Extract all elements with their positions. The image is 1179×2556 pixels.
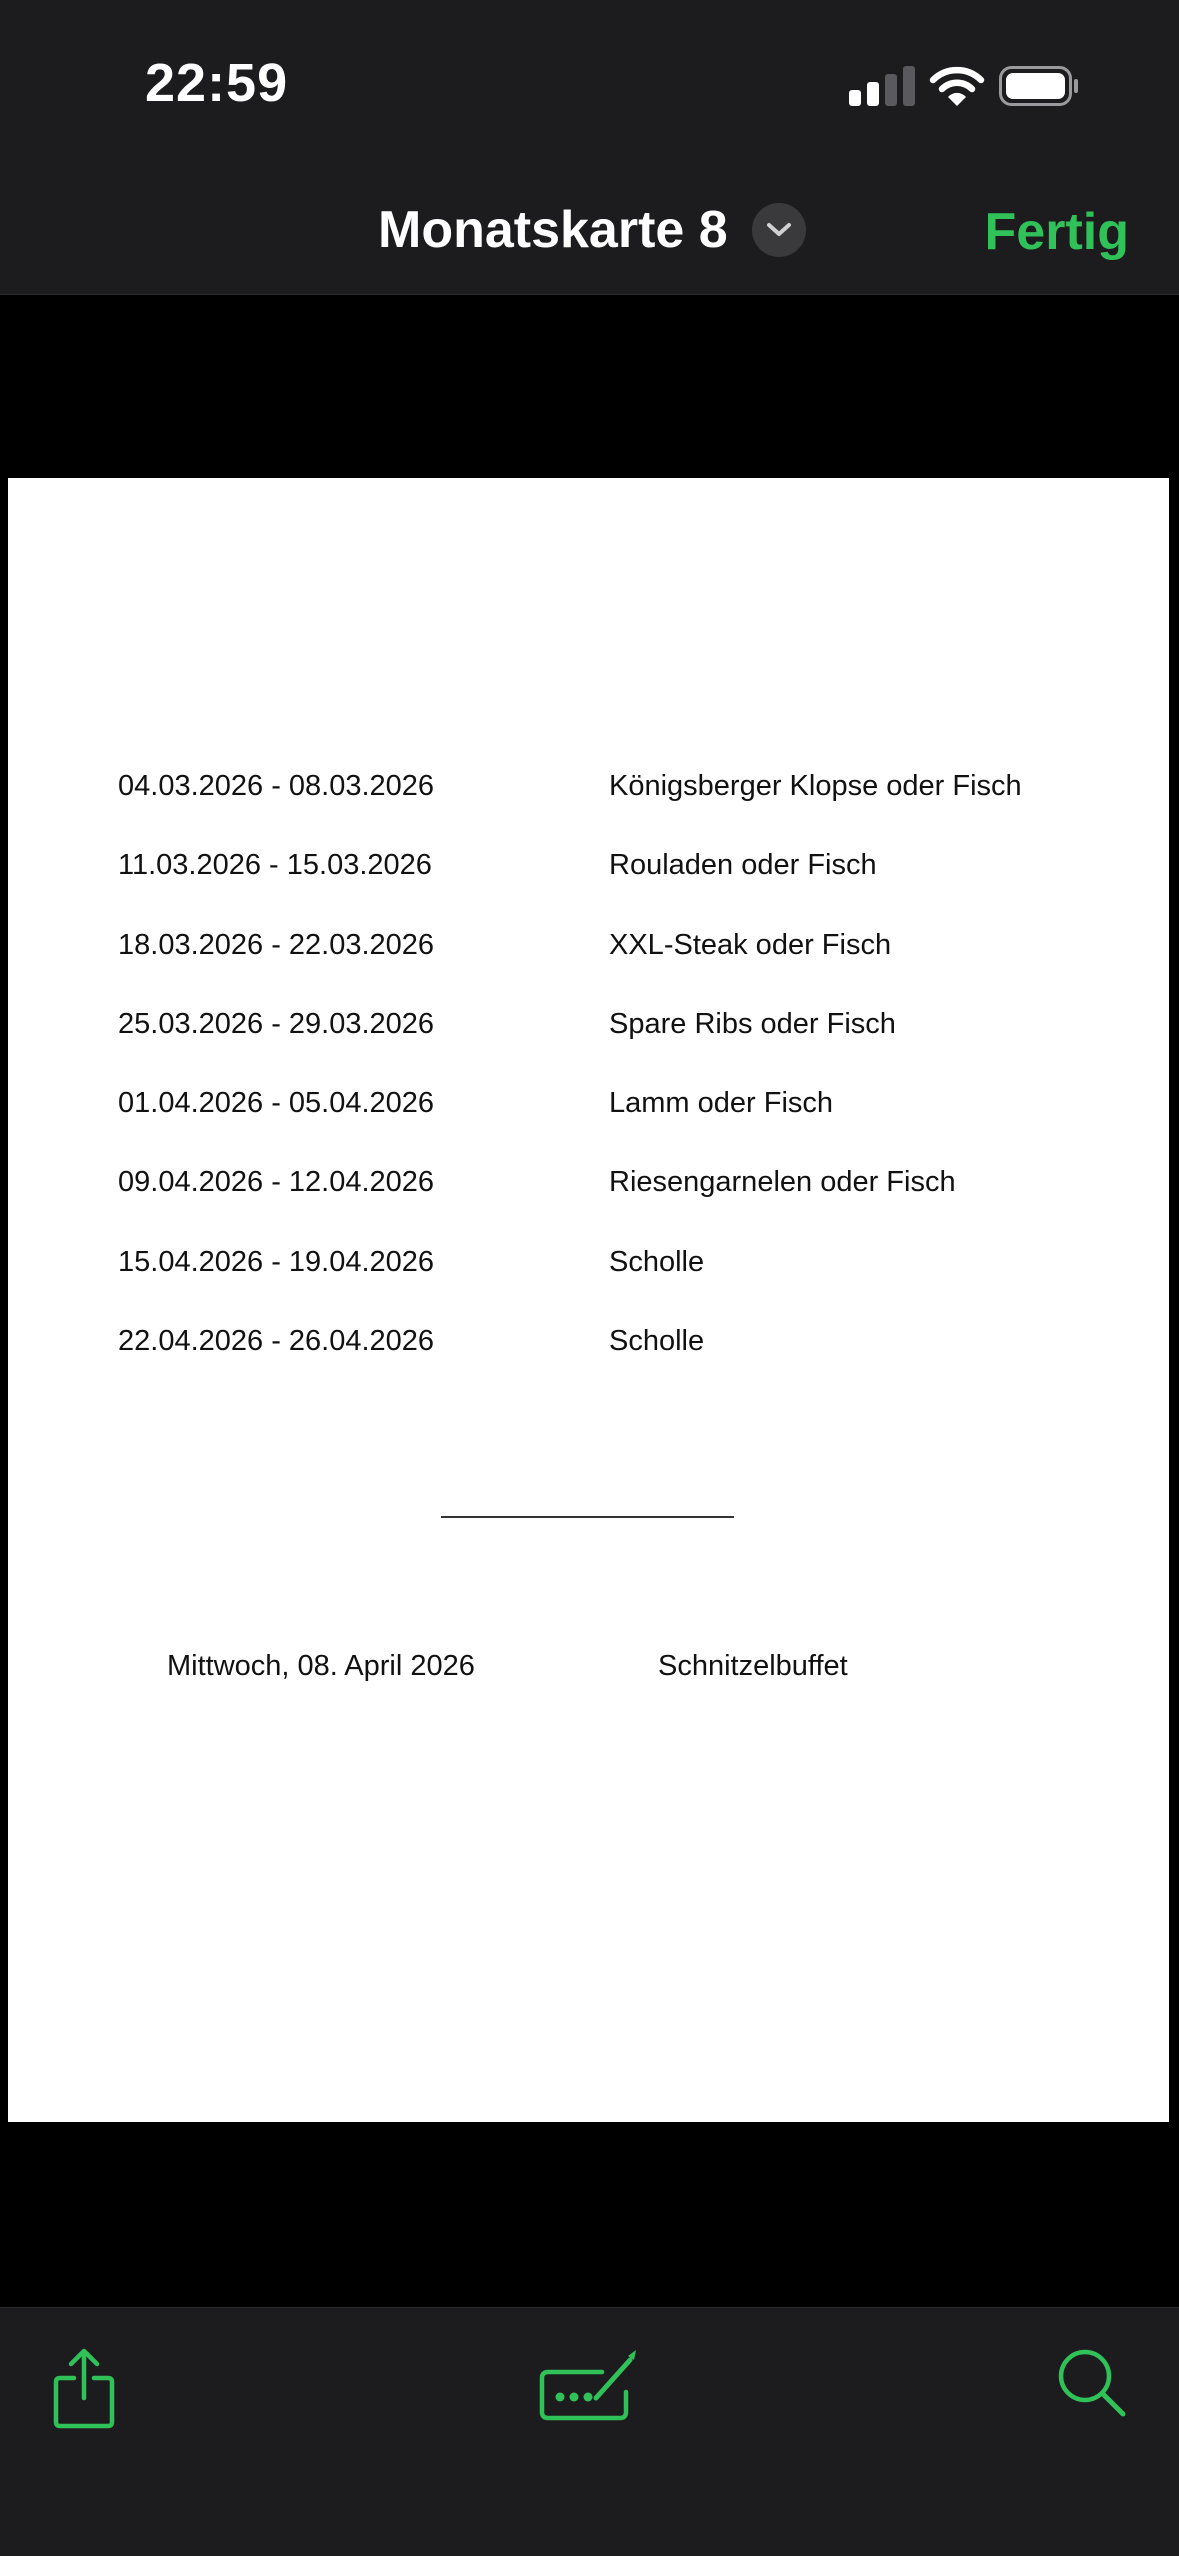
menu-row-dates: 09.04.2026 - 12.04.2026 bbox=[118, 1166, 435, 1199]
battery-icon bbox=[1001, 68, 1079, 105]
menu-row bbox=[118, 770, 1118, 849]
menu-row-dates: 01.04.2026 - 05.04.2026 bbox=[118, 1087, 435, 1120]
menu-row-dates: 18.03.2026 - 22.03.2026 bbox=[118, 928, 435, 961]
bottom-toolbar bbox=[0, 2307, 1179, 2556]
menu-row-dish: Lamm oder Fisch bbox=[609, 1087, 834, 1120]
document-title-menu[interactable] bbox=[378, 198, 806, 262]
search-button[interactable] bbox=[1055, 2346, 1127, 2421]
share-icon bbox=[50, 2346, 118, 2430]
menu-row bbox=[118, 1166, 1118, 1245]
menu-row-dates: 04.03.2026 - 08.03.2026 bbox=[118, 770, 435, 802]
menu-row-dish: Spare Ribs oder Fisch bbox=[609, 1007, 896, 1040]
status-time: 22:59 bbox=[145, 53, 289, 113]
menu-row-dish: XXL-Steak oder Fisch bbox=[609, 928, 892, 961]
done-button[interactable]: Fertig bbox=[984, 203, 1129, 261]
menu-row-dish: Riesengarnelen oder Fisch bbox=[609, 1166, 956, 1199]
special-event-dish: Schnitzelbuffet bbox=[658, 1650, 848, 1682]
menu-row-dates: 22.04.2026 - 26.04.2026 bbox=[118, 1325, 435, 1358]
status-icons bbox=[849, 64, 1079, 110]
menu-row-dish: Rouladen oder Fisch bbox=[609, 849, 877, 882]
separator-line bbox=[441, 1516, 734, 1518]
search-icon bbox=[1055, 2346, 1127, 2418]
menu-row bbox=[118, 929, 1118, 1008]
markup-button[interactable] bbox=[538, 2346, 642, 2429]
special-event-date: Mittwoch, 08. April 2026 bbox=[167, 1650, 475, 1682]
document-page bbox=[8, 478, 1169, 2122]
share-button[interactable] bbox=[50, 2346, 118, 2433]
menu-row-dish: Königsberger Klopse oder Fisch bbox=[609, 770, 1022, 802]
menu-table bbox=[118, 770, 1118, 1404]
menu-row-dish: Scholle bbox=[609, 1245, 705, 1278]
menu-row-dates: 25.03.2026 - 29.03.2026 bbox=[118, 1007, 435, 1040]
status-bar bbox=[0, 0, 1179, 160]
menu-row bbox=[118, 1325, 1118, 1404]
navigation-bar bbox=[0, 160, 1179, 295]
menu-row bbox=[118, 849, 1118, 928]
menu-row-dates: 11.03.2026 - 15.03.2026 bbox=[118, 849, 432, 882]
cellular-signal-icon bbox=[849, 66, 915, 106]
markup-icon bbox=[538, 2346, 642, 2426]
menu-row bbox=[118, 1087, 1118, 1166]
menu-row bbox=[118, 1246, 1118, 1325]
menu-row-dates: 15.04.2026 - 19.04.2026 bbox=[118, 1245, 435, 1278]
chevron-down-icon[interactable] bbox=[752, 203, 806, 257]
document-title[interactable]: Monatskarte 8 bbox=[378, 201, 728, 259]
menu-row-dish: Scholle bbox=[609, 1325, 705, 1358]
menu-row bbox=[118, 1008, 1118, 1087]
wifi-icon bbox=[933, 70, 981, 106]
